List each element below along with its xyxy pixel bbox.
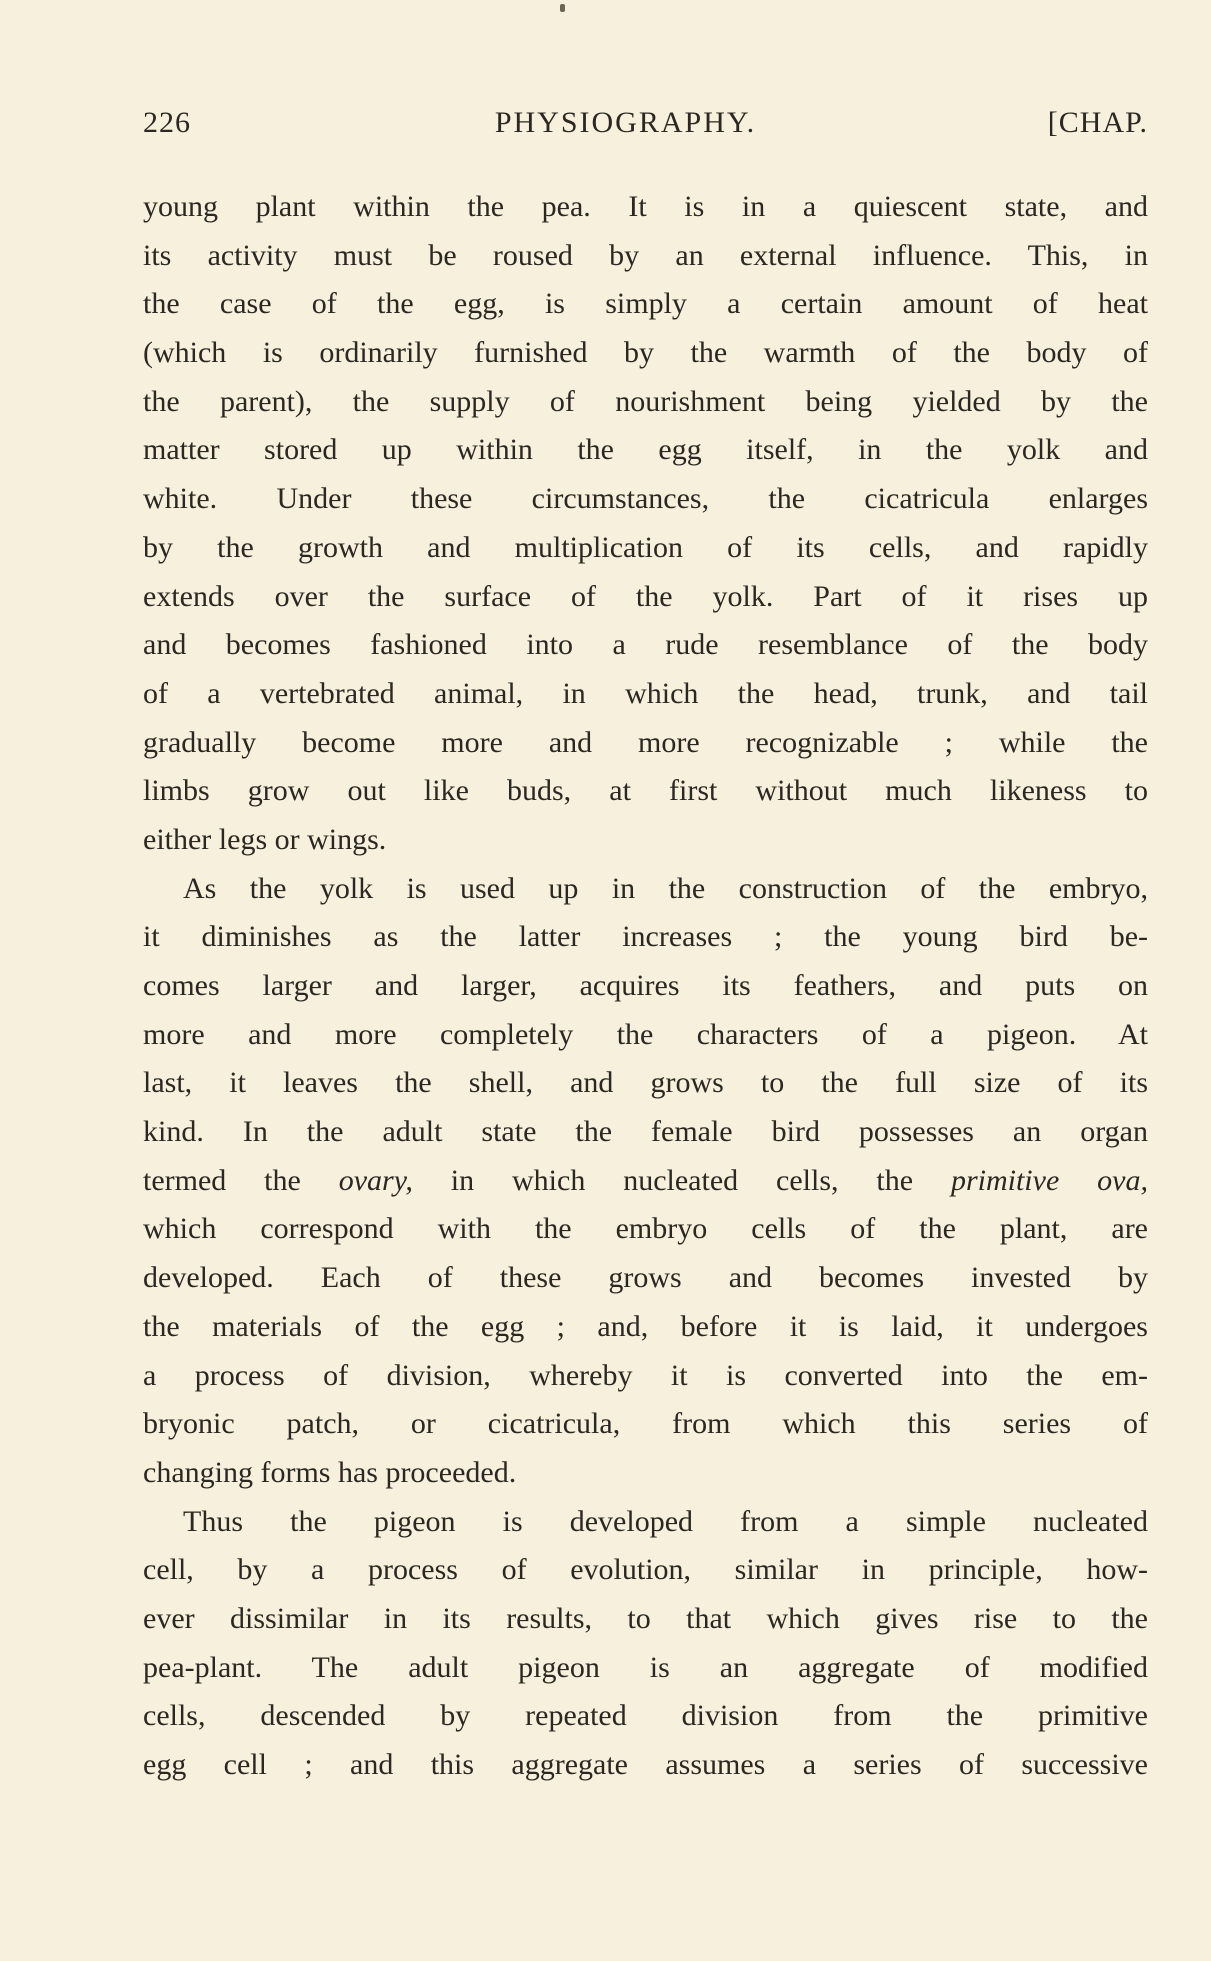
text-line: of a vertebrated animal, in which the head, trunk, and tail xyxy=(143,676,1148,710)
running-title: PHYSIOGRAPHY. xyxy=(494,106,757,139)
text-line: ever dissimilar in its results, to that which gives rise to the xyxy=(143,1601,1148,1635)
text-line: either legs or wings. xyxy=(143,822,387,856)
text-line: bryonic patch, or cicatricula, from which this series of xyxy=(143,1407,1148,1441)
text-line: it diminishes as the latter increases ; the young bird be- xyxy=(143,920,1148,954)
text-line-with-italics xyxy=(143,1157,1148,1206)
text-line: and becomes fashioned into a rude resemblance of the body xyxy=(143,628,1148,662)
text-line: Thus the pigeon is developed from a simple nucleated xyxy=(183,1504,1148,1538)
text-line: by the growth and multiplication of its cells, and rapidly xyxy=(143,530,1148,564)
text-line: a process of division, whereby it is converted into the em- xyxy=(143,1358,1148,1392)
italic-term-primitive-ova: primitive ova, xyxy=(950,1163,1148,1197)
text-line: cell, by a process of evolution, similar in principle, how- xyxy=(143,1553,1148,1587)
body-text xyxy=(143,183,1148,1790)
text-line: gradually become more and more recognizable ; while the xyxy=(143,725,1148,759)
text-line: matter stored up within the egg itself, in the yolk and xyxy=(143,433,1148,467)
text-line: cells, descended by repeated division from the primitive xyxy=(143,1699,1148,1733)
page-header xyxy=(143,100,1148,146)
text-line: last, it leaves the shell, and grows to the full size of its xyxy=(143,1066,1148,1100)
page-number: 226 xyxy=(143,106,191,139)
text-line: more and more completely the characters of a pigeon. At xyxy=(143,1017,1148,1051)
text-line: egg cell ; and this aggregate assumes a series of successive xyxy=(143,1748,1148,1781)
text-run: in which nucleated cells, the xyxy=(412,1163,951,1197)
text-line: (which is ordinarily furnished by the warmth of the body of xyxy=(143,336,1148,370)
text-line: changing forms has proceeded. xyxy=(143,1455,517,1489)
text-line: young plant within the pea. It is in a quiescent state, and xyxy=(143,190,1148,223)
text-line: limbs grow out like buds, at first without much likeness to xyxy=(143,774,1148,808)
text-run: termed the xyxy=(143,1163,339,1197)
text-line: kind. In the adult state the female bird possesses an organ xyxy=(143,1115,1148,1149)
text-line: the materials of the egg ; and, before it is laid, it undergoes xyxy=(143,1309,1148,1343)
text-line: pea-plant. The adult pigeon is an aggregate of modified xyxy=(143,1650,1148,1684)
text-line: its activity must be roused by an external influence. This, in xyxy=(143,238,1148,272)
text-line: which correspond with the embryo cells of the plant, are xyxy=(143,1212,1148,1246)
text-line: the parent), the supply of nourishment being yielded by the xyxy=(143,384,1148,418)
text-line: extends over the surface of the yolk. Part of it rises up xyxy=(143,579,1148,613)
text-line: developed. Each of these grows and becomes invested by xyxy=(143,1261,1148,1295)
text-line: comes larger and larger, acquires its feathers, and puts on xyxy=(143,969,1148,1002)
chapter-marker: [CHAP. xyxy=(1047,106,1148,139)
text-line: As the yolk is used up in the construction of the embryo, xyxy=(183,871,1148,905)
text-line: white. Under these circumstances, the cicatricula enlarges xyxy=(143,482,1148,516)
ink-speck xyxy=(560,4,565,12)
text-line: the case of the egg, is simply a certain amount of heat xyxy=(143,287,1148,321)
italic-term-ovary: ovary, xyxy=(338,1163,413,1197)
